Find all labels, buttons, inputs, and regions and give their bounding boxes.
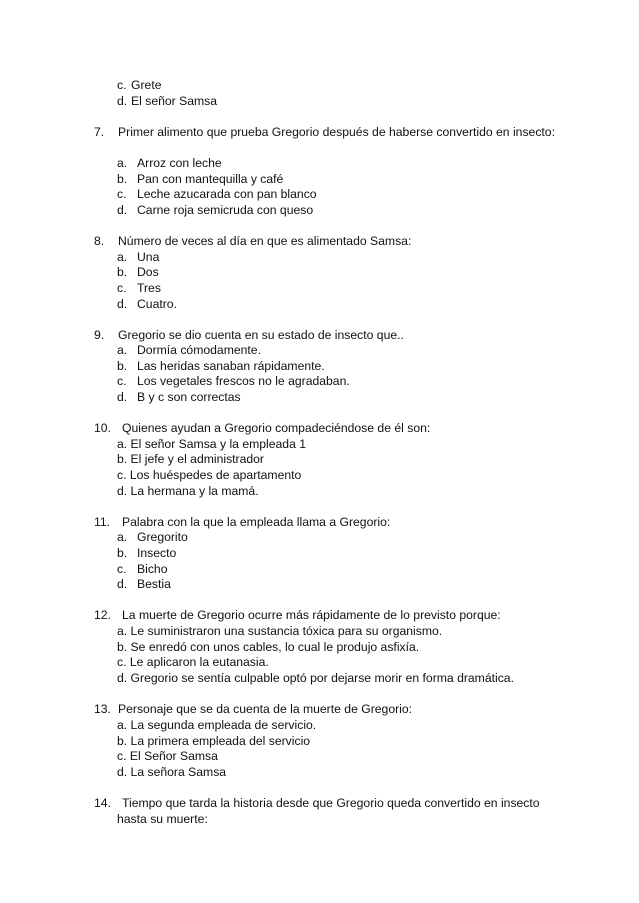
option-letter: c.	[117, 187, 127, 201]
option-text: d. La señora Samsa	[117, 765, 227, 779]
option-letter: c.	[117, 374, 127, 388]
question-text: La muerte de Gregorio ocurre más rápidamente de lo previsto porque:	[122, 608, 501, 622]
option-text: Dormía cómodamente.	[137, 343, 261, 357]
option-letter: a.	[117, 156, 128, 170]
question-number: 12.	[94, 608, 111, 622]
option-text: a. La segunda empleada de servicio.	[117, 718, 317, 732]
option-text: Pan con mantequilla y café	[137, 172, 284, 186]
question-number: 7.	[94, 125, 105, 139]
option-letter: b.	[117, 265, 128, 279]
option-letter: b.	[117, 359, 128, 373]
option-letter: a.	[117, 250, 128, 264]
option-text: B y c son correctas	[137, 390, 241, 404]
question-text: Palabra con la que la empleada llama a Gregorio:	[122, 515, 391, 529]
option-letter: c.	[117, 281, 127, 295]
question-text: Personaje que se da cuenta de la muerte de Gregorio:	[118, 702, 413, 716]
question-text: Gregorio se dio cuenta en su estado de insecto que..	[118, 328, 404, 342]
question-number: 10.	[94, 421, 111, 435]
option-text: Cuatro.	[137, 297, 177, 311]
option-letter: c.	[117, 562, 127, 576]
option-text: Insecto	[137, 546, 177, 560]
option-text: c. Los huéspedes de apartamento	[117, 468, 302, 482]
option-text: b. El jefe y el administrador	[117, 452, 264, 466]
option-text: Arroz con leche	[137, 156, 222, 170]
question-text: Quienes ayudan a Gregorio compadeciéndose de él son:	[122, 421, 431, 435]
option-letter: d.	[117, 297, 128, 311]
option-text: Bestia	[137, 577, 171, 591]
option-text: b. Se enredó con unos cables, lo cual le produjo asfixía.	[117, 640, 420, 654]
option-text: Leche azucarada con pan blanco	[137, 187, 317, 201]
question-text: hasta su muerte:	[117, 812, 208, 826]
question-text: Tiempo que tarda la historia desde que Gregorio queda convertido en insecto	[122, 796, 540, 810]
question-number: 13.	[94, 702, 111, 716]
option-letter: b.	[117, 172, 128, 186]
option-letter: c.	[117, 78, 127, 92]
option-text: d. Gregorio se sentía culpable optó por dejarse morir en forma dramática.	[117, 671, 514, 685]
option-text: Dos	[137, 265, 159, 279]
option-text: b. La primera empleada del servicio	[117, 734, 311, 748]
option-text: d. La hermana y la mamá.	[117, 484, 259, 498]
option-text: Los vegetales frescos no le agradaban.	[137, 374, 350, 388]
question-number: 8.	[94, 234, 105, 248]
option-text: Tres	[137, 281, 161, 295]
option-letter: b.	[117, 546, 128, 560]
option-text: Grete	[131, 78, 162, 92]
option-letter: d.	[117, 390, 128, 404]
option-text: Carne roja semicruda con queso	[137, 203, 314, 217]
option-text: a. El señor Samsa y la empleada 1	[117, 437, 307, 451]
option-text: Las heridas sanaban rápidamente.	[137, 359, 325, 373]
question-text: Primer alimento que prueba Gregorio después de haberse convertido en insecto:	[118, 125, 555, 139]
option-text: c. El Señor Samsa	[117, 749, 218, 763]
option-text: El señor Samsa	[131, 94, 218, 108]
option-text: a. Le suministraron una sustancia tóxica para su organismo.	[117, 624, 443, 638]
option-text: Bicho	[137, 562, 168, 576]
question-number: 11.	[94, 515, 111, 529]
option-text: c. Le aplicaron la eutanasia.	[117, 655, 269, 669]
option-letter: a.	[117, 343, 128, 357]
option-text: Gregorito	[137, 530, 188, 544]
option-letter: d.	[117, 577, 128, 591]
question-number: 9.	[94, 328, 105, 342]
question-number: 14.	[94, 796, 111, 810]
option-text: Una	[137, 250, 160, 264]
option-letter: d.	[117, 203, 128, 217]
question-text: Número de veces al día en que es alimentado Samsa:	[118, 234, 412, 248]
option-letter: d.	[117, 94, 128, 108]
option-letter: a.	[117, 530, 128, 544]
